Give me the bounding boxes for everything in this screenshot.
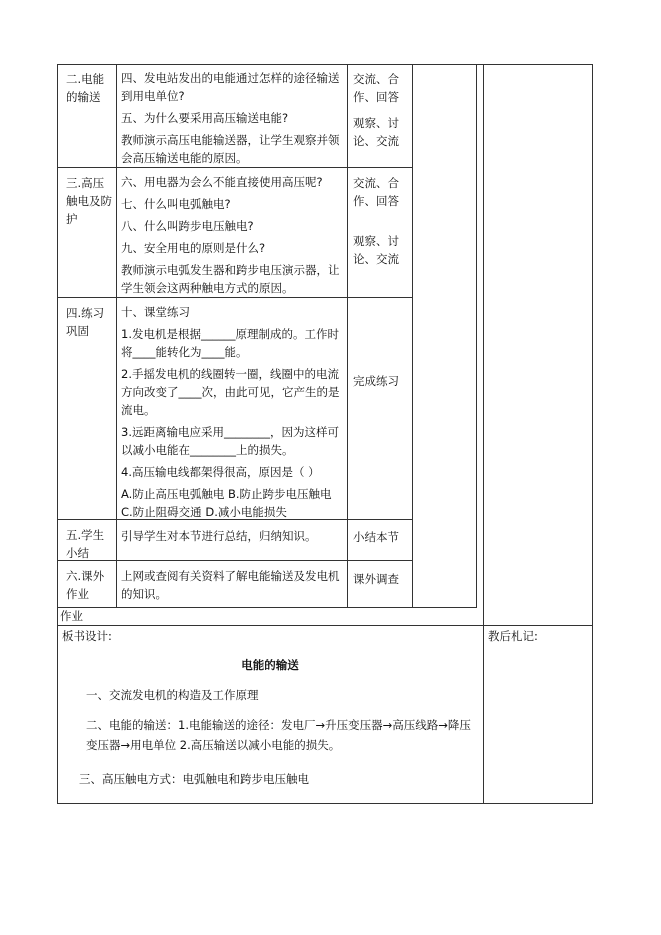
content-line: 教师演示电弧发生器和跨步电压演示器，让学生领会这两种触电方式的原因。: [121, 263, 340, 295]
content-line: 七、什么叫电弧触电?: [121, 197, 231, 211]
stage-cell: 四.练习巩固: [66, 306, 105, 338]
content-cell: [117, 300, 347, 525]
method-cell: [348, 524, 412, 550]
divider: [476, 64, 477, 608]
content-line: 3.远距离输电应采用________，因为这样可以减小电能在________上的损失。: [121, 425, 339, 457]
stage-cell: 六.课外作业: [66, 569, 105, 601]
method-cell: [348, 566, 412, 592]
content-cell: [117, 170, 347, 301]
homework-label: 作业: [60, 609, 83, 623]
method-line: 交流、合作、回答: [353, 72, 399, 104]
content-line: 九、安全用电的原则是什么?: [121, 241, 266, 255]
content-line: 4.高压输电线都架得很高，原因是（ ）: [121, 465, 320, 479]
method-line: 小结本节: [353, 530, 399, 544]
divider: [412, 64, 413, 608]
board-title: 电能的输送: [241, 658, 299, 672]
method-cell: [348, 170, 412, 272]
divider: [57, 607, 477, 608]
content-line: 上网或查阅有关资料了解电能输送及发电机的知识。: [121, 569, 340, 601]
divider: [57, 625, 593, 626]
content-cell: [117, 524, 347, 549]
method-line: 完成练习: [353, 374, 399, 388]
method-cell: [348, 66, 412, 154]
board-label: 板书设计:: [62, 629, 112, 643]
content-line: 教师演示高压电能输送器，让学生观察并领会高压输送电能的原因。: [121, 133, 340, 165]
stage-cell: 二.电能的输送: [66, 72, 105, 104]
content-line: 五、为什么要采用高压输送电能?: [121, 111, 289, 125]
content-line: 八、什么叫跨步电压触电?: [121, 219, 254, 233]
content-line: 十、课堂练习: [121, 305, 190, 319]
divider: [483, 64, 484, 804]
content-line: 引导学生对本节进行总结，归纳知识。: [121, 529, 317, 543]
notes-label: 教后札记:: [488, 629, 538, 643]
method-cell: [348, 368, 412, 394]
method-line: 观察、讨论、交流: [353, 116, 399, 148]
board-line: 一、交流发电机的构造及工作原理: [86, 688, 259, 702]
stage-cell: 三.高压触电及防护: [66, 176, 112, 226]
content-line: A.防止高压电弧触电 B.防止跨步电压触电 C.防止阻碍交通 D.减小电能损失: [121, 487, 332, 519]
method-line: 观察、讨论、交流: [353, 234, 399, 266]
board-line: 三、高压触电方式：电弧触电和跨步电压触电: [79, 772, 309, 786]
content-line: 1.发电机是根据______原理制成的。工作时将____能转化为____能。: [121, 327, 339, 359]
board-line: 二、电能的输送：1.电能输送的途径：发电厂→升压变压器→高压线路→降压: [86, 718, 471, 732]
method-line: 课外调查: [353, 572, 399, 586]
content-line: 四、发电站发出的电能通过怎样的途径输送到用电单位?: [121, 71, 340, 103]
method-line: 交流、合作、回答: [353, 176, 399, 208]
board-line: 变压器→用电单位 2.高压输送以减小电能的损失。: [86, 738, 341, 752]
content-line: 六、用电器为会么不能直接使用高压呢?: [121, 175, 323, 189]
stage-cell: 五.学生小结: [66, 528, 105, 560]
content-cell: [117, 564, 347, 607]
content-cell: [117, 66, 347, 171]
content-line: 2.手摇发电机的线圈转一圈，线圈中的电流方向改变了____次，由此可见，它产生的是流电。: [121, 367, 340, 417]
